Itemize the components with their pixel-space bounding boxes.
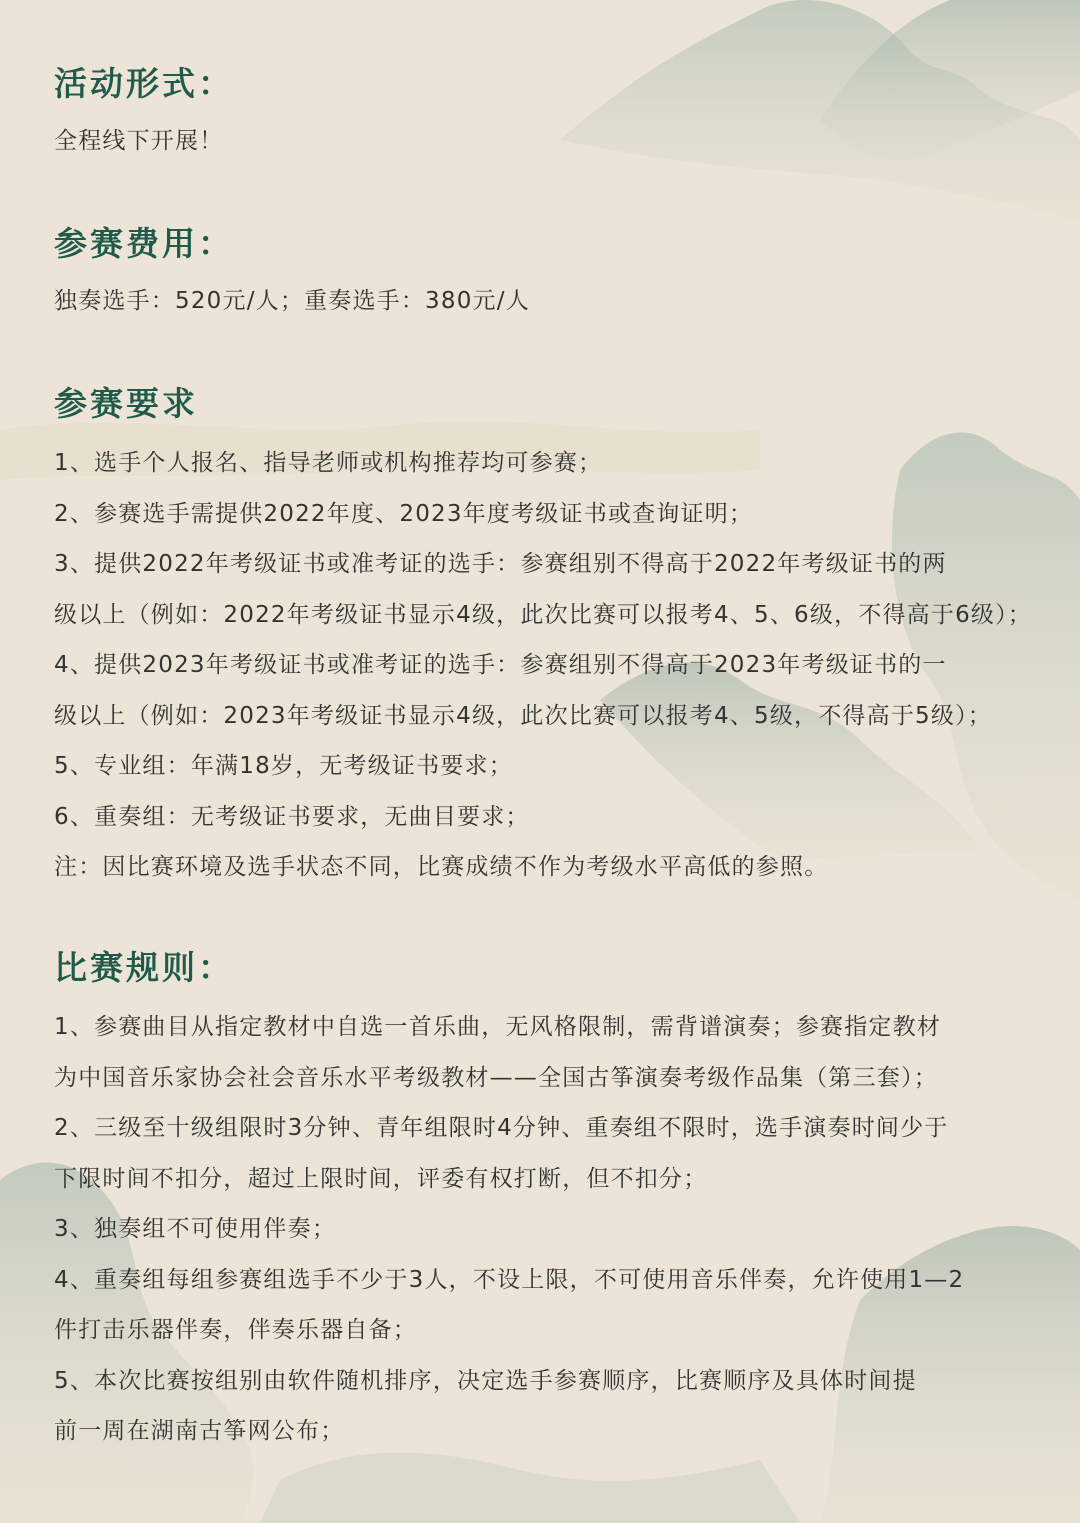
text-line: 全程线下开展！ xyxy=(54,128,224,154)
list-item: 2、三级至十级组限时3分钟、青年组限时4分钟、重奏组不限时，选手演奏时间少于 xyxy=(54,1115,949,1141)
rules-list xyxy=(54,1002,1044,1457)
list-item: 1、参赛曲目从指定教材中自选一首乐曲，无风格限制，需背谱演奏；参赛指定教材 xyxy=(54,1014,942,1040)
section-heading: 比赛规则： xyxy=(54,948,234,987)
list-item: 4、重奏组每组参赛组选手不少于3人，不设上限，不可使用音乐伴奏，允许使用1—2 xyxy=(54,1266,965,1293)
list-item: 件打击乐器伴奏，伴奏乐器自备； xyxy=(54,1317,417,1343)
note: 注：因比赛环境及选手状态不同，比赛成绩不作为考级水平高低的参照。 xyxy=(54,854,829,880)
section-heading: 参赛费用： xyxy=(54,224,234,263)
section-activity-format xyxy=(54,62,1044,167)
list-item: 2、参赛选手需提供2022年度、2023年度考级证书或查询证明； xyxy=(54,500,754,527)
mountain-bottom-mid xyxy=(260,1453,800,1523)
section-rules xyxy=(54,946,1044,1457)
list-item: 3、独奏组不可使用伴奏； xyxy=(54,1216,337,1242)
section-heading: 参赛要求 xyxy=(54,384,198,423)
requirements-list xyxy=(54,438,1044,893)
section-entry-fee xyxy=(54,222,1044,327)
list-item: 前一周在湖南古筝网公布； xyxy=(54,1418,345,1444)
list-item: 级以上（例如：2023年考级证书显示4级，此次比赛可以报考4、5级，不得高于5级）； xyxy=(54,702,992,729)
list-item: 3、提供2022年考级证书或准考证的选手：参赛组别不得高于2022年考级证书的两 xyxy=(54,551,947,577)
section-requirements xyxy=(54,382,1044,893)
list-item: 1、选手个人报名、指导老师或机构推荐均可参赛； xyxy=(54,450,603,476)
section-heading: 活动形式： xyxy=(54,64,234,103)
list-item: 5、本次比赛按组别由软件随机排序，决定选手参赛顺序，比赛顺序及具体时间提 xyxy=(54,1367,917,1394)
list-item: 5、专业组：年满18岁，无考级证书要求； xyxy=(54,753,513,779)
list-item: 下限时间不扣分，超过上限时间，评委有权打断，但不扣分； xyxy=(54,1165,708,1192)
list-item: 6、重奏组：无考级证书要求，无曲目要求； xyxy=(54,803,530,830)
list-item: 4、提供2023年考级证书或准考证的选手：参赛组别不得高于2023年考级证书的一 xyxy=(54,652,947,678)
list-item: 为中国音乐家协会社会音乐水平考级教材——全国古筝演奏考级作品集（第三套）； xyxy=(54,1064,938,1091)
list-item: 级以上（例如：2022年考级证书显示4级，此次比赛可以报考4、5、6级，不得高于6级）； xyxy=(54,601,1032,628)
text-line: 独奏选手：520元/人；重奏选手：380元/人 xyxy=(54,288,530,314)
